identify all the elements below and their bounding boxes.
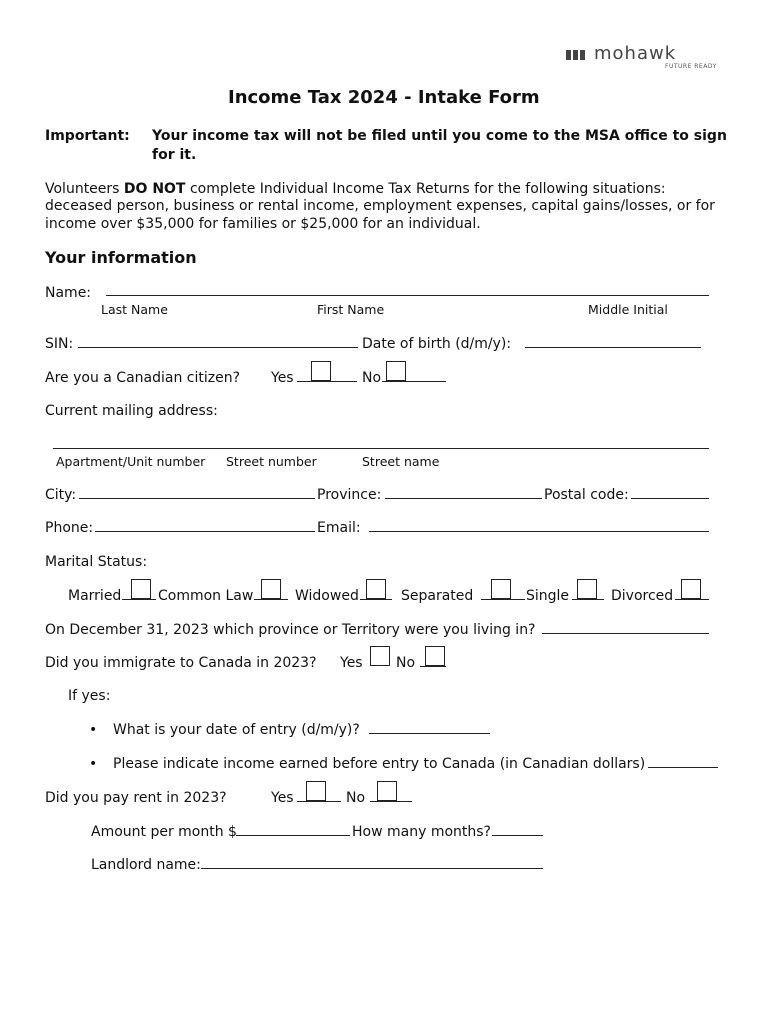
name-field[interactable] (106, 283, 709, 300)
logo-wordmark: mohawk (594, 43, 677, 64)
city-field[interactable] (79, 486, 315, 503)
street-name-caption: Street name (362, 454, 440, 469)
phone-label: Phone: (45, 520, 94, 536)
married-label: Married (68, 588, 122, 604)
province-field[interactable] (385, 486, 542, 503)
form-title: Income Tax 2024 - Intake Form (228, 87, 540, 108)
rent-question: Did you pay rent in 2023? (45, 790, 227, 806)
landlord-field[interactable] (201, 856, 543, 873)
sin-label: SIN: (45, 336, 74, 352)
dob-label: Date of birth (d/m/y): (362, 336, 512, 352)
common-law-label: Common Law (158, 588, 254, 604)
notice-line1-rest: complete Individual Income Tax Returns for the following situations: (189, 181, 666, 197)
address-field[interactable] (53, 436, 709, 453)
rent-yes-label: Yes (271, 790, 294, 806)
notice-line3: income over $35,000 for families or $25,000 for an individual. (45, 216, 481, 232)
widowed-checkbox[interactable] (366, 579, 386, 600)
entry-date-question: What is your date of entry (d/m/y)? (113, 722, 360, 738)
street-number-caption: Street number (226, 454, 317, 469)
citizen-yes-label: Yes (271, 370, 294, 386)
phone-field[interactable] (95, 519, 315, 536)
address-label: Current mailing address: (45, 403, 218, 419)
first-name-caption: First Name (317, 302, 385, 317)
email-label: Email: (317, 520, 361, 536)
important-text-line1: Your income tax will not be filed until you come to the MSA office to sign (152, 128, 727, 144)
email-field[interactable] (369, 519, 709, 536)
income-field[interactable] (648, 755, 718, 772)
notice-prefix: Volunteers (45, 181, 120, 197)
citizen-no-label: No (362, 370, 382, 386)
notice-line2: deceased person, business or rental income, employment expenses, capital gains/losses, or for (45, 198, 715, 214)
name-label: Name: (45, 285, 92, 301)
months-label: How many months? (352, 824, 491, 840)
immigrate-no-checkbox[interactable] (425, 646, 445, 667)
immigrate-yes-checkbox[interactable] (370, 646, 390, 667)
marital-label: Marital Status: (45, 554, 148, 570)
important-text-line2: for it. (152, 147, 197, 163)
citizen-no-checkbox[interactable] (386, 361, 406, 382)
rent-no-checkbox[interactable] (377, 781, 397, 802)
notice-line1 (45, 181, 666, 197)
last-name-caption: Last Name (101, 302, 168, 317)
separated-label: Separated (401, 588, 474, 604)
important-label: Important: (45, 128, 130, 144)
province-answer-field[interactable] (542, 621, 709, 638)
logo-tagline: FUTURE READY (665, 63, 717, 70)
amount-field[interactable] (236, 823, 350, 840)
rent-no-label: No (346, 790, 366, 806)
middle-initial-caption: Middle Initial (588, 302, 668, 317)
rent-yes-checkbox[interactable] (306, 781, 326, 802)
separated-checkbox[interactable] (491, 579, 511, 600)
dob-field[interactable] (525, 335, 701, 352)
income-question: Please indicate income earned before entry to Canada (in Canadian dollars) (113, 756, 646, 772)
immigrate-question: Did you immigrate to Canada in 2023? (45, 655, 317, 671)
divorced-checkbox[interactable] (681, 579, 701, 600)
immigrate-yes-label: Yes (340, 655, 363, 671)
citizen-question: Are you a Canadian citizen? (45, 370, 241, 386)
apt-caption: Apartment/Unit number (56, 454, 206, 469)
section-heading: Your information (45, 248, 197, 267)
bullet-income-dot: • (89, 756, 98, 772)
bullet-entry-dot: • (89, 722, 98, 738)
postal-code-label: Postal code: (544, 487, 629, 503)
landlord-label: Landlord name: (91, 857, 201, 873)
widowed-label: Widowed (295, 588, 359, 604)
amount-label: Amount per month $ (91, 824, 237, 840)
province-label: Province: (317, 487, 382, 503)
entry-date-field[interactable] (369, 721, 490, 738)
mohawk-logo (566, 43, 720, 72)
city-label: City: (45, 487, 77, 503)
citizen-yes-checkbox[interactable] (311, 361, 331, 382)
immigrate-no-label: No (396, 655, 416, 671)
if-yes-label: If yes: (68, 688, 111, 704)
province-question: On December 31, 2023 which province or Territory were you living in? (45, 622, 536, 638)
logo-bars-icon (566, 50, 590, 60)
single-label: Single (526, 588, 570, 604)
notice-emphasis: DO NOT (123, 181, 186, 197)
common-law-checkbox[interactable] (261, 579, 281, 600)
divorced-label: Divorced (611, 588, 674, 604)
sin-field[interactable] (78, 335, 358, 352)
single-checkbox[interactable] (577, 579, 597, 600)
postal-code-field[interactable] (631, 486, 709, 503)
married-checkbox[interactable] (131, 579, 151, 600)
months-field[interactable] (492, 823, 543, 840)
